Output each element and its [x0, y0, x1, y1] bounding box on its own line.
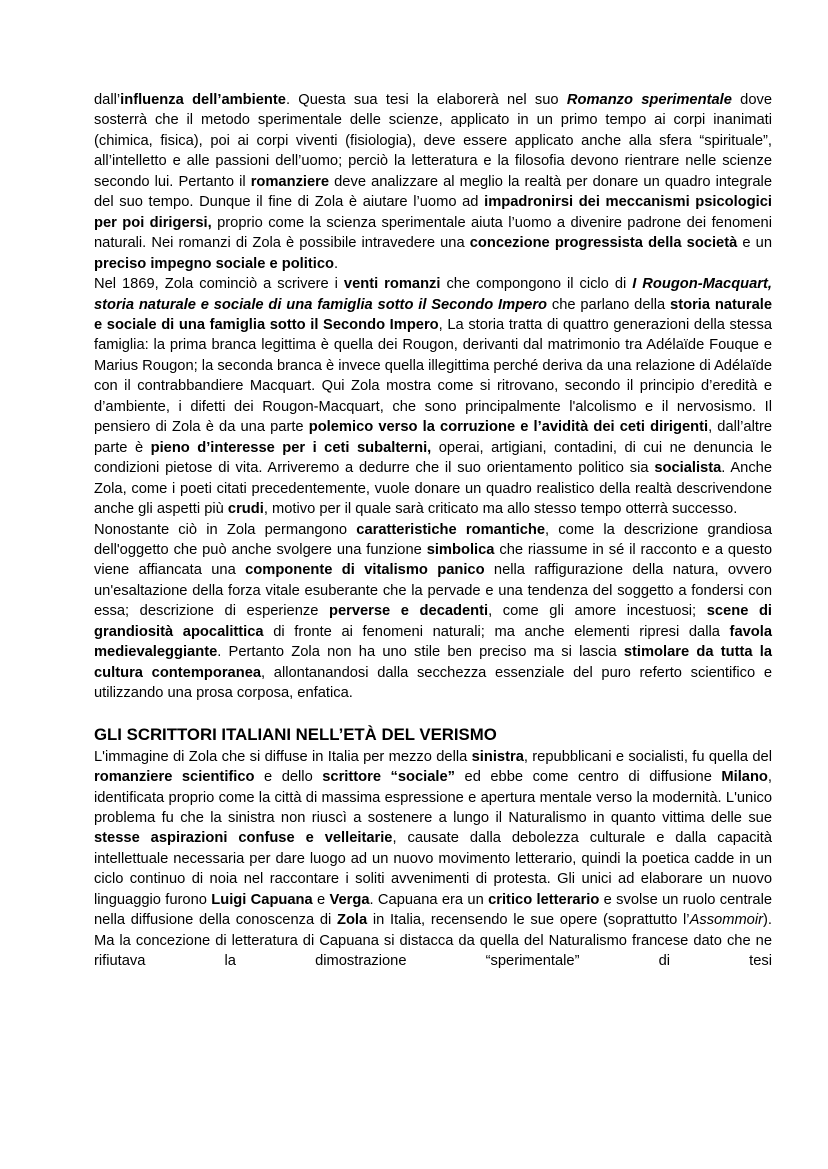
text-run: , La storia tratta di quattro generazioni della stessa famiglia: la prima branca legittima è quella dei Rougon, derivanti dal matrimonio tra Adélaïde Fouque e Marius Rougon; la seconda branca è invece quella illegittima perché deriva da una relazione di Adélaïde con il contrabbandiere Macquart. Qui Zola mostra come si ritrovano, secondo il principio d’eredità e d’ambiente, i difetti dei Rougon-Macquart, che sono principalmente l'alcolismo e il nervosismo. Il pensiero di Zola è da una parte	[94, 316, 772, 436]
section-heading-verismo: GLI SCRITTORI ITALIANI NELL’ETÀ DEL VERISMO	[94, 724, 497, 744]
text-run: L'immagine di Zola che si diffuse in Italia per mezzo della	[94, 748, 472, 765]
text-run: nella raffigurazione della natura, ovvero un'esaltazione della forza vitale esuberante che la pervade e una tendenza del soggetto a fondersi con essa; descrizione di esperienze	[94, 562, 772, 620]
text-run: proprio come la scienza sperimentale aiuta l’uomo a divenire padrone dei fenomeni naturali. Nei romanzi di Zola è possibile intravedere una	[94, 214, 772, 252]
text-run: deve analizzare al meglio la realtà per donare un quadro integrale del suo tempo. Dunque il fine di Zola è aiutare l’uomo ad	[94, 173, 772, 211]
text-run: , repubblicani e socialisti, fu quella del	[523, 748, 772, 765]
text-run: , come la descrizione grandiosa dell'oggetto che può anche svolgere una funzione	[94, 521, 772, 558]
text-run: , allontanandosi dalla secchezza essenziale del puro referto scientifico e utilizzando una prosa corposa, enfatica.	[94, 664, 772, 702]
text-run: ). Ma la concezione di letteratura di Capuana si distacca da quella del Naturalismo francese dato che ne rifiutava la dimostrazione “sperimentale” di tesi	[94, 912, 772, 970]
text-run-emphasis: venti romanzi	[343, 276, 441, 293]
text-run-emphasis: I Rougon-Macquart, storia naturale e sociale di una famiglia sotto il Secondo Impero	[94, 276, 772, 313]
text-run-emphasis: stimolare da tutta la cultura contemporanea	[94, 644, 772, 681]
text-run-emphasis: polemico verso la corruzione e l’avidità dei ceti dirigenti	[308, 419, 709, 436]
text-run: di fronte ai fenomeni naturali; ma anche elementi ripresi dalla	[263, 623, 730, 640]
text-run-emphasis: pieno d’interesse per i ceti subalterni,	[150, 439, 432, 456]
text-run: . Capuana era un	[369, 891, 489, 908]
text-run-emphasis: concezione progressista della società	[469, 235, 738, 252]
text-run: dove sosterrà che il metodo sperimentale delle scienze, applicato in un primo tempo ai corpi inanimati (chimica, fisica), poi ai corpi viventi (fisiologia), deve essere applicato anche alla sfera “spirituale”, all’intelletto e alle passioni dell’uomo; perciò la letteratura e la filosofia devono rientrare nelle scienze secondo lui. Pertanto il	[94, 92, 772, 190]
text-run-emphasis: perverse e decadenti	[328, 603, 489, 620]
text-run-emphasis: romanziere	[250, 173, 330, 190]
text-run: , motivo per il quale sarà criticato ma allo stesso tempo otterrà successo.	[263, 501, 738, 518]
text-run: che compongono il ciclo di	[440, 276, 633, 293]
text-run-emphasis: simbolica	[426, 541, 495, 558]
text-run: ed ebbe come centro di diffusione	[455, 769, 722, 786]
text-run: . Anche Zola, come i poeti citati precedentemente, vuole donare un quadro realistico della realtà descrivendone anche gli aspetti più	[94, 460, 772, 518]
document-content	[94, 90, 772, 972]
text-run-emphasis: Verga	[329, 891, 370, 908]
text-run-emphasis: socialista	[654, 460, 722, 477]
text-run: , dall’altre parte è	[94, 419, 773, 456]
text-run-emphasis: Assommoir	[689, 912, 764, 929]
paragraph-zola-romanzo-sperimentale	[94, 90, 772, 274]
text-run-emphasis: favola medievaleggiante	[94, 623, 772, 661]
text-run: dall’	[94, 92, 121, 108]
text-run-emphasis: Zola	[336, 912, 368, 929]
text-run-emphasis: influenza dell’ambiente	[120, 92, 286, 108]
text-run-emphasis: preciso impegno sociale e politico	[94, 255, 334, 272]
text-run: e un	[737, 235, 772, 252]
text-run-emphasis: crudi	[227, 501, 264, 518]
text-run-emphasis: storia naturale e sociale di una famiglia sotto il Secondo Impero	[94, 296, 772, 333]
text-run-emphasis: caratteristiche romantiche	[356, 521, 546, 538]
paragraph-rougon-macquart	[94, 274, 772, 519]
text-run: Nel 1869, Zola cominciò a scrivere i	[94, 276, 344, 293]
text-run: , identificata proprio come la città di massima espressione e apertura mentale verso la modernità. L'unico problema fu che la sinistra non riuscì a sostenere a lungo il Naturalismo in quanto vittima delle sue	[94, 769, 772, 826]
text-run-emphasis: impadronirsi dei meccanismi psicologici per poi dirigersi,	[94, 194, 772, 231]
paragraph-caratteristiche-romantiche	[94, 520, 772, 704]
paragraph-scrittori-italiani	[94, 747, 772, 972]
text-run: e dello	[254, 769, 323, 786]
text-run: Nonostante ciò in Zola permangono	[94, 521, 357, 538]
text-run-emphasis: Milano	[721, 769, 768, 786]
text-run: operai, artigiani, contadini, di cui ne denuncia le condizioni pietose di vita. Arriveremo a dedurre che il suo orientamento politico sia	[94, 439, 772, 477]
text-run: .	[333, 255, 339, 272]
text-run: che parlano della	[547, 296, 671, 313]
text-run: . Questa sua tesi la elaborerà nel suo	[285, 92, 567, 108]
text-run-emphasis: sinistra	[471, 748, 524, 765]
text-run-emphasis: stesse aspirazioni confuse e velleitarie	[94, 830, 393, 847]
text-run-emphasis: scrittore “sociale”	[322, 769, 456, 786]
text-run: , come gli amore incestuosi;	[488, 603, 707, 620]
text-run-emphasis: Luigi Capuana	[211, 891, 313, 908]
text-run: . Pertanto Zola non ha uno stile ben preciso ma si lascia	[217, 644, 624, 661]
text-run-emphasis: Romanzo sperimentale	[566, 92, 732, 108]
text-run: e	[312, 891, 330, 908]
text-run-emphasis: componente di vitalismo panico	[245, 562, 485, 579]
text-run: in Italia, recensendo le sue opere (soprattutto l’	[367, 912, 690, 929]
text-run: e svolse un ruolo centrale nella diffusione della conoscenza di	[94, 891, 773, 929]
text-run: , causate dalla debolezza culturale e dalla capacità intellettuale necessaria per dare luogo ad un nuovo movimento letterario, quindi la poetica cadde in un ciclo continuo di noia nel raccontare i soliti avvenimenti di protesta. Gli unici ad elaborare un nuovo linguaggio furono	[94, 830, 772, 908]
text-run: che riassume in sé il racconto e a questo viene affiancata una	[94, 541, 772, 579]
text-run-emphasis: critico letterario	[488, 891, 600, 908]
text-run-emphasis: scene di grandiosità apocalittica	[94, 603, 772, 640]
text-run-emphasis: romanziere scientifico	[94, 769, 255, 786]
